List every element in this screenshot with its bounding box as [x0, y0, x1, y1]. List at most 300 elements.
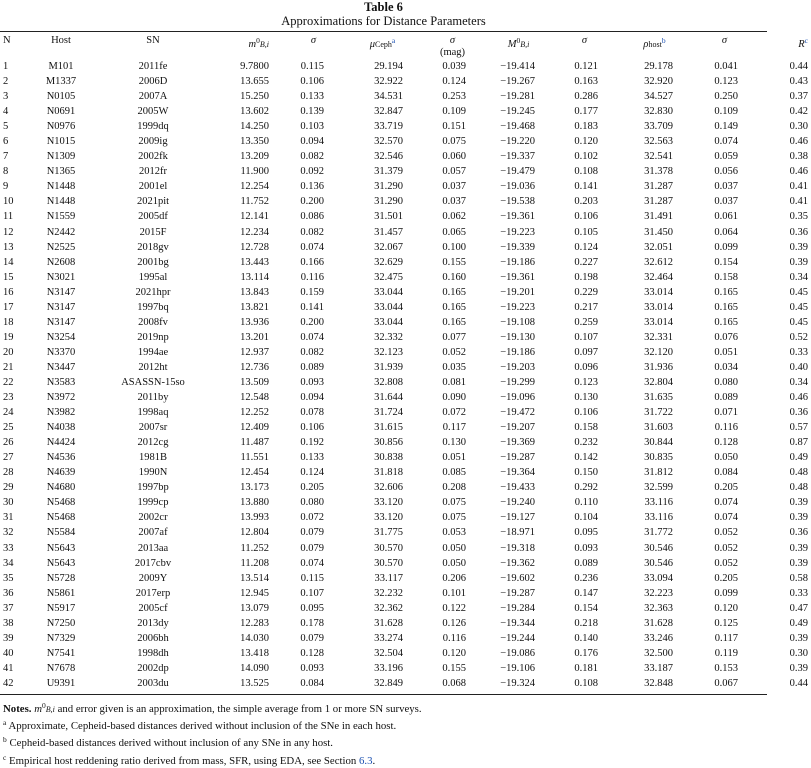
table-cell: 0.58: [789, 572, 808, 584]
table-cell: 0.124: [442, 76, 466, 88]
table-cell: N3021: [46, 271, 76, 283]
table-cell: 0.130: [574, 392, 598, 404]
table-cell: 0.075: [442, 512, 466, 524]
table-row: [0, 510, 811, 525]
table-cell: −19.337: [500, 151, 535, 163]
table-cell: 0.074: [300, 557, 324, 569]
table-cell: 0.133: [300, 452, 324, 464]
table-cell: 0.079: [300, 542, 324, 554]
table-cell: 0.45: [789, 286, 808, 298]
table-cell: N3972: [46, 392, 76, 404]
table-row: [0, 104, 811, 119]
table-cell: 0.151: [442, 121, 466, 133]
table-cell: 0.217: [574, 301, 598, 313]
table-cell: 26: [3, 437, 14, 449]
table-cell: −19.244: [500, 632, 535, 644]
table-cell: 0.079: [300, 632, 324, 644]
table-cell: 0.090: [442, 392, 466, 404]
table-cell: 0.050: [442, 557, 466, 569]
table-cell: 0.109: [714, 106, 738, 118]
table-cell: 0.062: [442, 211, 466, 223]
table-cell: 31.939: [374, 361, 403, 373]
table-cell: 0.158: [714, 271, 738, 283]
table-cell: 0.43: [789, 76, 808, 88]
table-cell: M1337: [45, 76, 77, 88]
table-cell: 13.443: [240, 256, 269, 268]
table-cell: 32.363: [644, 602, 673, 614]
table-cell: 11.487: [240, 437, 269, 449]
table-cell: 0.093: [300, 377, 324, 388]
table-cell: 32.362: [374, 602, 403, 614]
table-row: [0, 225, 811, 240]
col-mu: μCeph$^a$: [369, 36, 396, 50]
table-cell: 42: [3, 677, 14, 689]
table-cell: 0.072: [442, 407, 466, 419]
table-cell: 0.080: [300, 497, 324, 509]
table-cell: 0.095: [574, 527, 598, 539]
table-cell: 32.464: [644, 271, 673, 283]
table-cell: 2012cg: [137, 437, 169, 449]
table-cell: 0.116: [300, 271, 324, 283]
table-cell: 0.142: [574, 452, 598, 464]
table-cell: 0.39: [789, 557, 808, 569]
table-cell: 1990N: [138, 467, 168, 479]
table-cell: 32.606: [374, 482, 403, 494]
table-cell: 32.475: [374, 271, 403, 283]
table-cell: 2007A: [138, 91, 168, 103]
table-cell: 12.728: [240, 241, 269, 253]
table-cell: 0.41: [789, 181, 808, 193]
table-cell: 33.120: [374, 497, 403, 509]
table-cell: 41: [3, 662, 14, 674]
table-cell: 33.044: [374, 316, 403, 328]
table-cell: −19.096: [500, 392, 535, 404]
table-cell: 32.830: [644, 106, 673, 118]
table-cell: 0.122: [442, 602, 466, 614]
table-cell: 0.109: [442, 106, 466, 118]
table-cell: 33.187: [644, 662, 673, 674]
table-cell: 0.074: [300, 331, 324, 343]
table-cell: 2012ht: [138, 361, 168, 373]
table-cell: 0.39: [789, 542, 808, 554]
table-cell: 12.454: [240, 467, 269, 479]
table-row: [0, 556, 811, 571]
table-cell: 0.089: [714, 392, 738, 404]
table-row: [0, 525, 811, 540]
table-cell: −19.479: [500, 166, 535, 178]
table-cell: 0.074: [714, 136, 738, 148]
table-cell: −19.108: [500, 316, 535, 328]
table-cell: 32.223: [644, 587, 673, 599]
table-cell: 1: [3, 61, 9, 73]
table-cell: 0.082: [300, 226, 324, 238]
table-cell: 2007af: [138, 527, 168, 539]
table-cell: −19.287: [500, 452, 535, 464]
table-cell: 0.177: [574, 106, 598, 118]
table-cell: 33.094: [644, 572, 673, 584]
table-row: [0, 209, 811, 224]
table-cell: 0.106: [574, 407, 598, 419]
table-row: [0, 676, 811, 691]
table-cell: 31.378: [644, 166, 673, 178]
table-cell: 0.42: [789, 106, 808, 118]
table-cell: 0.44: [789, 677, 808, 689]
table-cell: 32.067: [374, 241, 403, 253]
table-cell: N4680: [46, 482, 76, 494]
table-cell: 5: [3, 121, 9, 133]
table-cell: 0.133: [300, 91, 324, 103]
table-cell: 0.106: [300, 76, 324, 88]
table-row: [0, 315, 811, 330]
table-cell: 13.209: [240, 151, 269, 163]
table-cell: 0.200: [300, 196, 324, 208]
table-cell: 12.548: [240, 392, 269, 404]
table-cell: 0.072: [300, 512, 324, 524]
table-cell: 33.196: [374, 662, 403, 674]
table-cell: 31.635: [644, 392, 673, 404]
table-cell: 14.030: [240, 632, 269, 644]
table-cell: 0.079: [300, 527, 324, 539]
table-cell: 14.250: [240, 121, 269, 133]
table-cell: 0.094: [300, 392, 324, 404]
table-cell: 18: [3, 316, 14, 328]
table-cell: 0.227: [574, 256, 598, 268]
table-cell: 13.201: [240, 331, 269, 343]
table-row: [0, 480, 811, 495]
distance-table: [0, 32, 811, 691]
table-cell: 0.123: [574, 377, 598, 388]
table-cell: 13.509: [240, 377, 269, 388]
table-cell: 13.936: [240, 316, 269, 328]
table-cell: −19.361: [500, 211, 535, 223]
table-cell: 0.075: [442, 497, 466, 509]
table-cell: N5468: [46, 497, 76, 509]
col-sigma-1: σ: [310, 35, 317, 46]
table-cell: 9: [3, 181, 9, 193]
table-cell: 0.106: [574, 211, 598, 223]
table-cell: 30.570: [374, 542, 403, 554]
table-cell: 13.821: [240, 301, 269, 313]
table-cell: 0.092: [300, 166, 324, 178]
table-cell: 0.052: [714, 527, 738, 539]
table-cell: 0.165: [714, 286, 738, 298]
table-cell: 0.176: [574, 647, 598, 659]
table-cell: 0.33: [789, 346, 808, 358]
table-cell: −19.324: [500, 677, 535, 689]
table-cell: 32.629: [374, 256, 403, 268]
table-cell: 2013dy: [137, 617, 169, 629]
table-cell: N2525: [46, 241, 76, 253]
table-cell: 0.37: [789, 91, 808, 103]
table-number: Table 6: [364, 0, 403, 14]
table-cell: 12.937: [240, 346, 269, 358]
table-cell: 0.075: [442, 136, 466, 148]
table-cell: 12.736: [240, 361, 269, 373]
table-cell: 0.153: [714, 662, 738, 674]
table-cell: N3447: [46, 361, 76, 373]
section-link[interactable]: 6.3: [359, 754, 373, 767]
table-cell: 35: [3, 572, 14, 584]
table-row: [0, 360, 811, 375]
table-cell: 0.094: [300, 136, 324, 148]
table-cell: 0.39: [789, 662, 808, 674]
table-cell: 0.128: [714, 437, 738, 449]
table-cell: 31.818: [374, 467, 403, 479]
table-cell: 33.014: [644, 316, 673, 328]
table-cell: N7678: [46, 662, 76, 674]
table-cell: 34.531: [374, 91, 403, 103]
table-row: [0, 435, 811, 450]
table-cell: 29.178: [644, 61, 673, 73]
table-cell: 11.208: [240, 557, 269, 569]
table-cell: 0.106: [300, 422, 324, 434]
table-cell: 0.36: [789, 527, 808, 539]
table-cell: 0.107: [574, 331, 598, 343]
table-cell: 39: [3, 632, 14, 644]
table-cell: 0.253: [442, 91, 466, 103]
table-cell: −19.299: [500, 377, 535, 388]
table-cell: 33.014: [644, 286, 673, 298]
table-cell: 0.037: [714, 196, 738, 208]
table-cell: 32.332: [374, 331, 403, 343]
table-cell: 0.050: [442, 542, 466, 554]
table-cell: 12.234: [240, 226, 269, 238]
table-cell: N5643: [46, 542, 76, 554]
table-cell: 0.089: [574, 557, 598, 569]
table-cell: 0.136: [300, 181, 324, 193]
table-cell: 22: [3, 377, 14, 388]
table-cell: 32: [3, 527, 14, 539]
table-cell: 0.053: [442, 527, 466, 539]
table-cell: 16: [3, 286, 14, 298]
table-row: [0, 541, 811, 556]
table-cell: −19.472: [500, 407, 535, 419]
table-cell: ASASSN-15so: [121, 377, 185, 388]
table-cell: 0.074: [300, 241, 324, 253]
table-cell: 13.514: [240, 572, 269, 584]
table-cell: 0.229: [574, 286, 598, 298]
table-cell: 14: [3, 256, 14, 268]
table-cell: 0.181: [574, 662, 598, 674]
table-cell: 34.527: [644, 91, 673, 103]
table-cell: 12.141: [240, 211, 269, 223]
table-cell: 32.922: [374, 76, 403, 88]
table-row: [0, 571, 811, 586]
table-cell: N0691: [46, 106, 76, 118]
table-cell: 32.123: [374, 346, 403, 358]
table-cell: −19.281: [500, 91, 535, 103]
table-cell: 1999cp: [137, 497, 169, 509]
table-cell: 31.722: [644, 407, 673, 419]
table-cell: 0.057: [442, 166, 466, 178]
table-cell: 33.120: [374, 512, 403, 524]
table-cell: 0.101: [442, 587, 466, 599]
table-cell: 0.178: [300, 617, 324, 629]
table-cell: N4536: [46, 452, 76, 464]
table-cell: 0.108: [574, 166, 598, 178]
table-cell: −19.284: [500, 602, 535, 614]
table-cell: 2001el: [138, 181, 168, 193]
table-cell: 33: [3, 542, 14, 554]
table-row: [0, 661, 811, 676]
table-cell: 32.599: [644, 482, 673, 494]
table-cell: 27: [3, 452, 14, 464]
table-row: [0, 495, 811, 510]
table-cell: −19.414: [500, 61, 535, 73]
table-cell: 9.7800: [240, 61, 269, 73]
table-cell: 24: [3, 407, 14, 419]
table-cell: 2009Y: [138, 572, 168, 584]
table-cell: 2006D: [138, 76, 168, 88]
table-cell: 0.39: [789, 632, 808, 644]
table-cell: 13.655: [240, 76, 269, 88]
table-cell: 0.218: [574, 617, 598, 629]
table-cell: 0.119: [714, 647, 738, 659]
table-cell: 31.603: [644, 422, 673, 434]
table-cell: 10: [3, 196, 14, 208]
table-cell: 0.120: [442, 647, 466, 659]
table-cell: 0.139: [300, 106, 324, 118]
table-cell: 0.206: [442, 572, 466, 584]
table-row: [0, 255, 811, 270]
table-cell: 11.252: [240, 542, 269, 554]
table-cell: 2003du: [137, 677, 169, 689]
col-sn: SN: [146, 35, 160, 46]
table-cell: 0.104: [574, 512, 598, 524]
table-row: [0, 119, 811, 134]
table-row: [0, 240, 811, 255]
table-cell: 0.49: [789, 617, 808, 629]
table-row: [0, 270, 811, 285]
table-cell: 33.014: [644, 301, 673, 313]
table-cell: 19: [3, 331, 14, 343]
table-cell: N3147: [46, 286, 76, 298]
table-cell: 11: [3, 211, 14, 223]
table-cell: 13.079: [240, 602, 269, 614]
table-cell: 0.080: [714, 377, 738, 388]
table-cell: 30.838: [374, 452, 403, 464]
table-cell: 2005cf: [138, 602, 168, 614]
table-cell: 13.350: [240, 136, 269, 148]
table-cell: 0.39: [789, 241, 808, 253]
table-row: [0, 586, 811, 601]
table-cell: 0.060: [442, 151, 466, 163]
table-cell: 0.121: [574, 61, 598, 73]
table-cell: −19.468: [500, 121, 535, 133]
table-cell: 0.041: [714, 61, 738, 73]
table-cell: 32.120: [644, 346, 673, 358]
table-cell: 0.30: [789, 647, 808, 659]
table-row: [0, 405, 811, 420]
table-cell: 0.87: [789, 437, 808, 449]
table-cell: 31.287: [644, 196, 673, 208]
table-cell: 31.644: [374, 392, 403, 404]
table-cell: N1448: [46, 196, 76, 208]
table-cell: 0.52: [789, 331, 808, 343]
table-cell: 0.115: [300, 61, 324, 73]
table-cell: −18.971: [500, 527, 535, 539]
table-cell: N0976: [46, 121, 76, 133]
table-cell: 13.418: [240, 647, 269, 659]
table-cell: 0.051: [442, 452, 466, 464]
table-cell: N4038: [46, 422, 76, 434]
table-cell: 32.500: [644, 647, 673, 659]
table-body: [0, 59, 811, 691]
table-cell: −19.186: [500, 346, 535, 358]
table-cell: 0.165: [442, 286, 466, 298]
note-main: Notes. $m^0B,i$ and error given is an approximation, the simple average from 1 or more SN surveys.: [3, 700, 422, 715]
table-cell: 13.993: [240, 512, 269, 524]
table-cell: 32.504: [374, 647, 403, 659]
table-cell: 0.49: [789, 452, 808, 464]
table-cell: 0.154: [714, 256, 738, 268]
table-cell: 0.46: [789, 166, 808, 178]
table-cell: 0.117: [442, 422, 466, 434]
table-cell: 14.090: [240, 662, 269, 674]
table-cell: 1981B: [138, 452, 167, 464]
table-cell: 2012fr: [139, 166, 167, 178]
table-cell: −19.267: [500, 76, 535, 88]
table-cell: 37: [3, 602, 14, 614]
table-cell: 0.120: [574, 136, 598, 148]
table-cell: 2021hpr: [135, 286, 171, 298]
table-cell: −19.344: [500, 617, 535, 629]
note-c: $^c$ Empirical host reddening ratio derived from mass, SFR, using EDA, see Section 6.3.: [3, 752, 376, 767]
table-cell: 0.205: [300, 482, 324, 494]
table-cell: 30.546: [644, 542, 673, 554]
table-cell: 31.772: [644, 527, 673, 539]
table-cell: 0.205: [714, 572, 738, 584]
table-row: [0, 420, 811, 435]
table-cell: N1448: [46, 181, 76, 193]
table-cell: 2: [3, 76, 9, 88]
table-cell: 0.052: [714, 542, 738, 554]
table-cell: 31.628: [374, 617, 403, 629]
table-cell: 33.044: [374, 301, 403, 313]
table-row: [0, 616, 811, 631]
table-cell: 2006bh: [137, 632, 169, 644]
table-row: [0, 194, 811, 209]
table-cell: 0.192: [300, 437, 324, 449]
table-cell: N3254: [46, 331, 76, 343]
table-cell: 31.812: [644, 467, 673, 479]
table-cell: N7329: [46, 632, 76, 644]
table-cell: 0.34: [789, 271, 808, 283]
table-cell: −19.106: [500, 662, 535, 674]
table-cell: 0.034: [714, 361, 738, 373]
table-cell: 32.847: [374, 106, 403, 118]
table-cell: N7250: [46, 617, 76, 629]
col-rho: ρhost$^b$: [643, 36, 666, 50]
table-cell: N1365: [46, 166, 76, 178]
table-cell: 0.071: [714, 407, 738, 419]
table-cell: 0.163: [574, 76, 598, 88]
col-sigma-4: σ: [721, 35, 728, 46]
table-cell: 0.078: [300, 407, 324, 419]
table-cell: N4424: [46, 437, 76, 449]
table-cell: 0.116: [714, 422, 738, 434]
table-cell: 0.089: [300, 361, 324, 373]
table-cell: 0.081: [442, 377, 466, 388]
table-cell: 0.158: [574, 422, 598, 434]
table-cell: 31.936: [644, 361, 673, 373]
table-cell: 0.102: [574, 151, 598, 163]
table-cell: 29: [3, 482, 14, 494]
table-cell: 32.331: [644, 331, 673, 343]
table-cell: 0.236: [574, 572, 598, 584]
table-cell: 34: [3, 557, 14, 569]
table-cell: −19.086: [500, 647, 535, 659]
